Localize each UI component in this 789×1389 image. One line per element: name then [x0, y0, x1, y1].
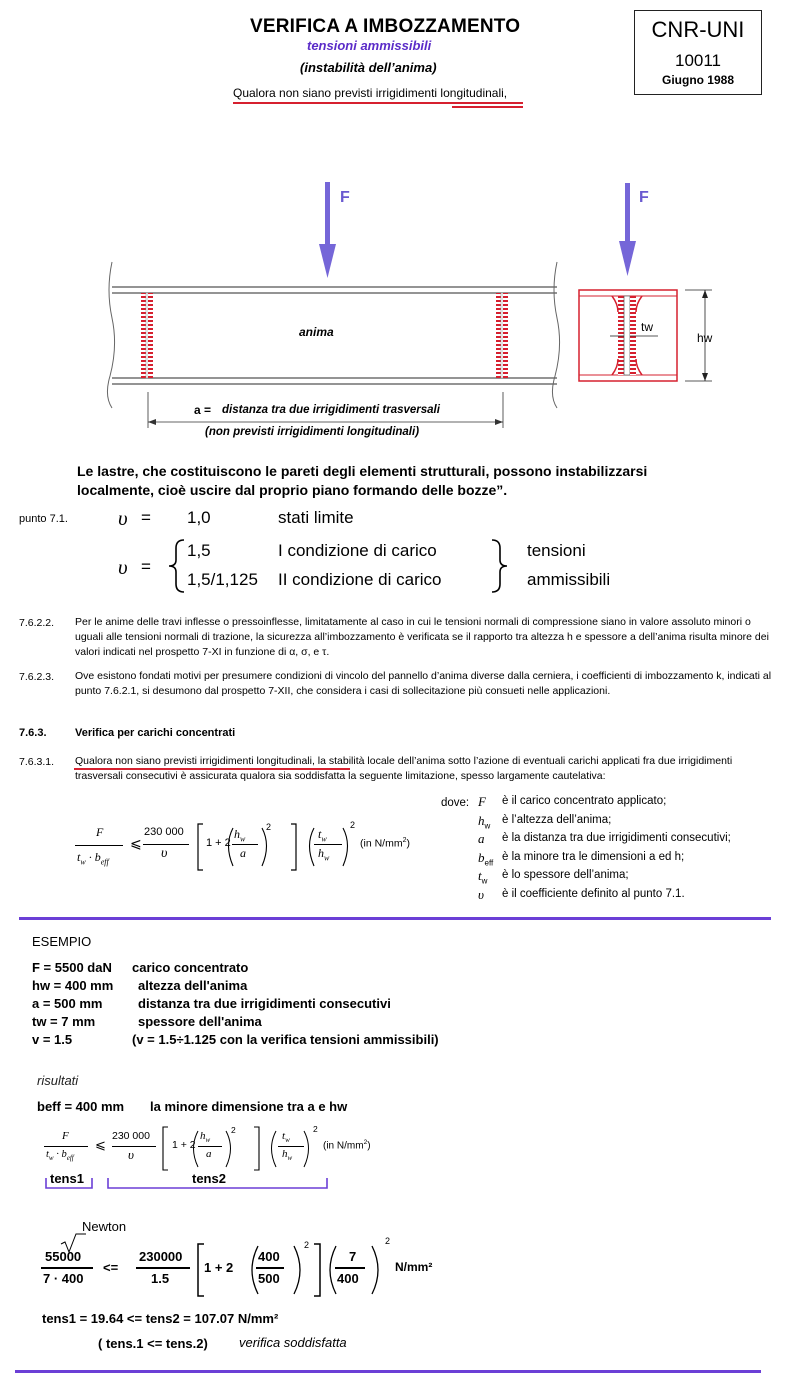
calc-units: N/mm² [395, 1260, 433, 1274]
beff-value: beff = 400 mm [37, 1099, 125, 1114]
formula-k-den: υ [161, 846, 168, 861]
example-formula-le: ⩽ [95, 1137, 106, 1152]
calc-one-plus-two: 1 + 2 [204, 1260, 234, 1275]
example-value: hw = 400 mm [32, 978, 114, 993]
example-formula-bar-4 [278, 1146, 304, 1147]
example-formula-k-den: υ [128, 1147, 134, 1162]
legend-text: è l’altezza dell’anima; [502, 813, 612, 826]
nu-desc-1: I condizione di carico [278, 541, 437, 560]
example-formula-units: (in $N/mm^2$) [323, 1139, 371, 1152]
nu-value-2: 1,5/1,125 [187, 570, 258, 589]
example-value: a = 500 mm [32, 996, 103, 1011]
example-description: distanza tra due irrigidimenti consecutivi [138, 996, 391, 1011]
formula-fraction-bar-2 [143, 844, 189, 845]
example-formula-den: $t_w \cdot b_{eff}$ [46, 1149, 74, 1163]
clause-number-2: 7.6.2.3. [19, 671, 55, 683]
example-description: carico concentrato [132, 960, 249, 975]
tens-brackets [40, 1176, 340, 1192]
legend-row [478, 831, 731, 848]
check-result: verifica soddisfatta [239, 1335, 347, 1350]
example-formula-one-plus-two: 1 + 2 [172, 1139, 196, 1151]
calc-bar-3 [256, 1267, 284, 1269]
tens1-label: tens1 [50, 1171, 84, 1186]
formula-exp-1: 2 [266, 822, 272, 832]
left-brace [166, 538, 188, 594]
calc-f1-den: 500 [258, 1271, 280, 1286]
norm-formula [70, 820, 430, 880]
legend-row [478, 887, 685, 904]
norm-stamp [634, 10, 762, 95]
legend-row [478, 794, 667, 811]
break-line-right [552, 262, 559, 408]
nu-value-limit: 1,0 [187, 508, 211, 527]
formula-fraction-bar-3 [232, 844, 258, 845]
a-description: distanza tra due irrigidimenti trasversali [222, 404, 440, 416]
force-arrow-right [619, 183, 636, 276]
formula-le: ⩽ [130, 835, 142, 851]
calc-k-num: 230000 [139, 1249, 183, 1264]
legend-text: è lo spessore dell’anima; [502, 869, 629, 882]
hw-label: hw [697, 331, 713, 345]
legend-text: è la distanza tra due irrigidimenti consecutivi; [502, 832, 731, 845]
example-formula-hw2: $h_w$ [282, 1148, 293, 1163]
legend-symbol: b [478, 849, 485, 865]
legend-symbol: υ [478, 887, 484, 902]
calc-f2-den: 400 [337, 1271, 359, 1286]
calc-bar-2 [136, 1267, 190, 1269]
clause-text-1: Per le anime delle travi inflesse o pressoinflesse, limitatamente al caso in cui le tensioni normali di compressione siano in valore assoluto minori o uguali alle tensioni normali di trazione, la sicurezza all’imbozzamento è verificata se il rapporto tra altezza h e spessore a dell’anima risulta minore dei valori indicati nel prospetto 7-XI in funzione di α, σ, e τ. [75, 616, 769, 658]
nu-desc-2: II condizione di carico [278, 570, 442, 589]
a-note: (non previsti irrigidimenti longitudinali) [205, 426, 420, 438]
lead-paragraph: Le lastre, che costituiscono le pareti degli elementi strutturali, possono instabilizzarsi localmente, cioè uscire dal proprio piano formando delle bozze”. [77, 463, 648, 498]
page-subtitle-2: (instabilità dell’anima) [300, 60, 437, 75]
stamp-number: 10011 [674, 51, 721, 70]
formula-den-tw: $t_w \cdot b_{eff}$ [77, 850, 109, 867]
section-number: 7.6.3. [19, 727, 47, 739]
section-separator-top [19, 917, 771, 920]
example-formula-hw: $h_w$ [200, 1130, 211, 1145]
calc-f1-num: 400 [258, 1249, 280, 1264]
calc-le: <= [103, 1260, 119, 1275]
a-prefix: a = [194, 403, 212, 417]
legend-dove: dove: [441, 797, 470, 809]
clause-number-1: 7.6.2.2. [19, 617, 55, 629]
beff-description: la minore dimensione tra a e hw [150, 1099, 348, 1114]
example-value: F = 5500 daN [32, 960, 112, 975]
nu-symbol-2: υ [118, 555, 128, 579]
stiffener-left [141, 293, 153, 378]
formula-one-plus-two: 1 + 2 [206, 837, 231, 849]
formula-fraction-bar-1 [75, 845, 123, 846]
numeric-calculation [36, 1236, 456, 1304]
page-title: VERIFICA A IMBOZZAMENTO [250, 16, 521, 37]
example-formula-bar-1 [44, 1146, 88, 1147]
clause-text-2: Ove esistono fondati motivi per presumere condizioni di vincolo del pannello d’anima diverse dalla cerniera, i coefficienti di imbozzamento k, indicati al punto 7.6.2.1, si desumono dal prospetto 7-XII, che considera i casi di sollecitazione più consueti nelle applicazioni. [75, 670, 772, 697]
example-value: v = 1.5 [32, 1032, 73, 1047]
check-parenthesis: ( tens.1 <= tens.2) [98, 1336, 208, 1351]
intro-underline [233, 102, 523, 104]
nu-symbol: υ [118, 506, 128, 530]
intro-text: Qualora non siano previsti irrigidimenti longitudinali, [233, 86, 508, 100]
formula-exp-2: 2 [350, 820, 356, 830]
formula-tw: $t_w$ [318, 827, 327, 844]
example-formula-exp-2: 2 [313, 1124, 318, 1134]
legend-text: è il carico concentrato applicato; [502, 795, 667, 807]
web-label: anima [299, 325, 334, 339]
calc-exp-2: 2 [385, 1236, 391, 1246]
example-formula-tw: $t_w$ [282, 1130, 290, 1145]
section-separator-bottom [15, 1370, 761, 1373]
formula-hw: $h_w$ [234, 827, 246, 844]
legend-symbol: F [478, 794, 486, 809]
stamp-date: Giugno 1988 [661, 73, 735, 87]
force-label-left: F [340, 189, 350, 206]
tens2-label: tens2 [192, 1171, 226, 1186]
intro-underline-2 [452, 106, 523, 108]
formula-units: (in $N/mm^2$) [360, 837, 410, 850]
legend-symbol: a [478, 831, 485, 847]
nu-equals: = [141, 508, 151, 527]
example-formula-bar-2 [112, 1146, 156, 1147]
nu-desc-limit: stati limite [278, 508, 354, 527]
formula-k-num: 230 000 [144, 826, 184, 838]
results-label: risultati [37, 1073, 79, 1088]
formula-num-F: F [96, 825, 104, 839]
example-formula-exp-1: 2 [231, 1125, 236, 1135]
nu-equals-2: = [141, 557, 151, 576]
tw-label: tw [641, 320, 653, 334]
clause-underline [74, 768, 350, 770]
calc-bar-4 [335, 1267, 365, 1269]
page-subtitle: tensioni ammissibili [307, 38, 432, 53]
calc-den: 7 · 400 [43, 1271, 84, 1286]
calc-k-den: 1.5 [151, 1271, 170, 1286]
break-line-left [107, 262, 114, 408]
legend-symbol-sub: eff [484, 858, 494, 868]
nu-right-label-2: ammissibili [527, 570, 611, 589]
nu-right-label-1: tensioni [527, 541, 586, 560]
beam-flanges [112, 287, 557, 384]
clause-number-3: 7.6.3.1. [19, 756, 55, 768]
example-description: altezza dell'anima [138, 978, 248, 993]
clause-text-3: Qualora non siano previsti irrigidimenti longitudinali, la stabilità locale dell’anima sotto l’azione di eventuali carichi applicati fra due irrigidimenti trasversali consecutivi è assicurata qualora sia soddisfatta la seguente limitazione, spesso largamente cautelativa: [75, 755, 733, 782]
force-label-right: F [639, 189, 649, 206]
legend-text: è il coefficiente definito al punto 7.1. [502, 888, 685, 900]
example-description: spessore dell'anima [138, 1014, 262, 1029]
formula-hw2: $h_w$ [318, 846, 330, 863]
legend-row [478, 812, 612, 830]
calc-exp-1: 2 [304, 1240, 310, 1250]
example-formula-k-num: 230 000 [112, 1130, 150, 1142]
example-data-list [32, 960, 732, 1060]
punto-reference: punto 7.1. [19, 513, 68, 525]
example-formula-num: F [62, 1130, 69, 1142]
cross-section [579, 290, 712, 381]
nu-value-1: 1,5 [187, 541, 211, 560]
legend-symbol: h [478, 812, 485, 828]
example-formula-a: a [206, 1148, 212, 1160]
legend-row [478, 849, 685, 868]
force-arrow-left [319, 182, 336, 278]
legend-symbol-sub: w [484, 820, 491, 830]
formula-a: a [240, 846, 246, 860]
legend-symbol: t [478, 868, 482, 884]
example-heading: ESEMPIO [32, 934, 92, 949]
legend-text: è la minore tra le dimensioni a ed h; [502, 850, 685, 863]
stiffener-right [496, 293, 508, 378]
newton-label: Newton [82, 1219, 127, 1234]
calc-f2-num: 7 [349, 1249, 357, 1264]
example-value: tw = 7 mm [32, 1014, 96, 1029]
result-line: tens1 = 19.64 <= tens2 = 107.07 N/mm² [42, 1311, 279, 1326]
legend-symbol-sub: w [481, 876, 488, 886]
calc-num: 55000 [45, 1249, 82, 1264]
example-formula-bar-3 [198, 1146, 222, 1147]
legend-row [478, 868, 629, 886]
section-heading: Verifica per carichi concentrati [75, 727, 236, 739]
example-description: (v = 1.5÷1.125 con la verifica tensioni ammissibili) [132, 1032, 439, 1047]
stamp-code: CNR-UNI [651, 17, 745, 42]
formula-fraction-bar-4 [314, 844, 342, 845]
calc-bar-1 [41, 1267, 93, 1269]
right-brace [488, 538, 510, 594]
